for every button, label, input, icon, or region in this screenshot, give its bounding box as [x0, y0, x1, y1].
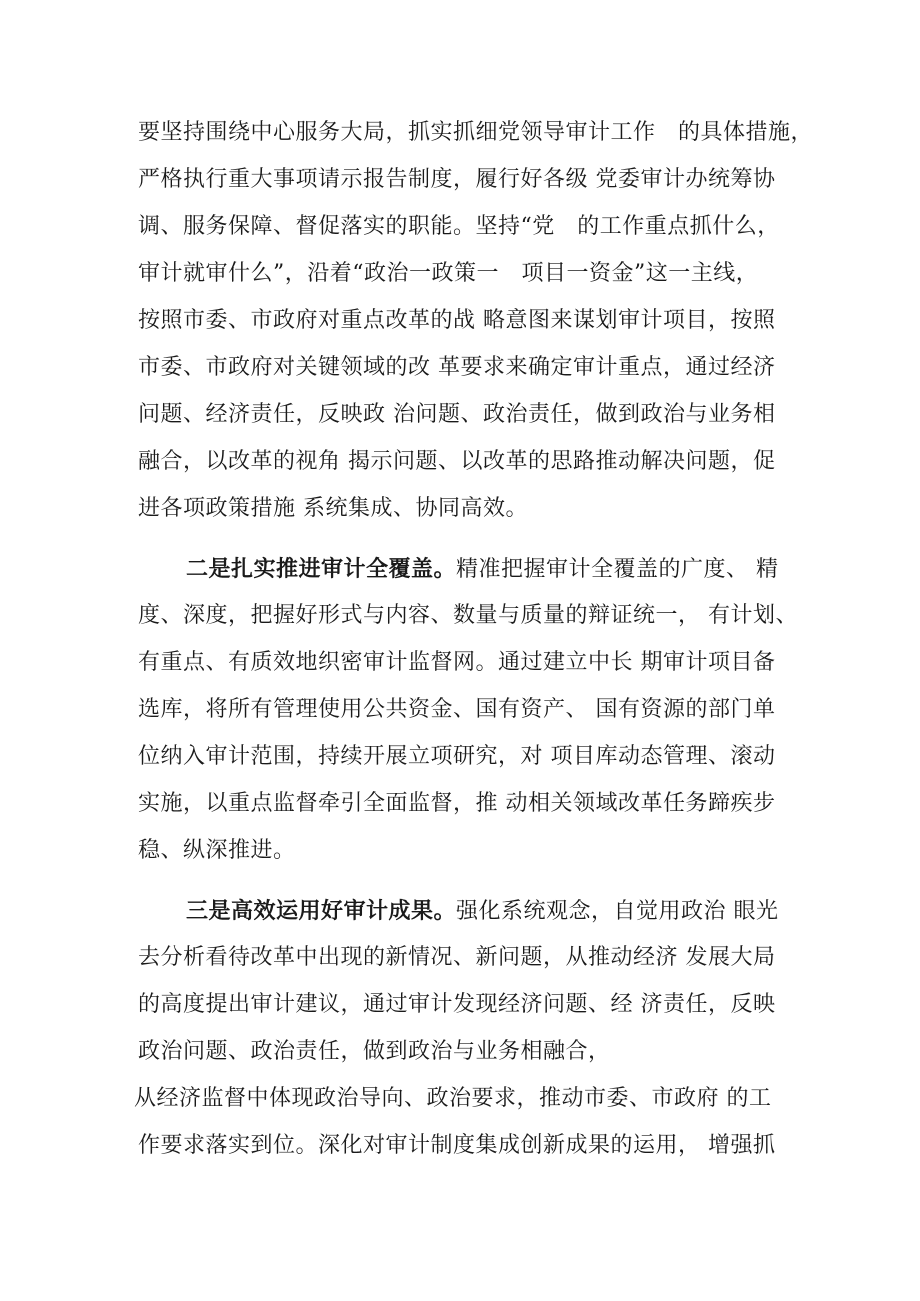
- paragraph-heading: 三是高效运用好审计成果。: [186, 898, 457, 924]
- text-line: 从经济监督中体现政治导向、政治要求，推动市委、市政府 的工: [134, 1086, 772, 1111]
- text-line: 选库，将所有管理使用公共资金、国有资产、 国有资源的部门单: [138, 697, 776, 722]
- text-span: 精准把握审计全覆盖的广度、 精: [456, 557, 779, 582]
- text-line: 市委、市政府对关键领域的改 革要求来确定审计重点，通过经济: [138, 355, 776, 380]
- text-line: 有重点、有质效地织密审计监督网。通过建立中长 期审计项目备: [138, 650, 776, 675]
- text-line: 度、深度，把握好形式与内容、数量与质量的辩证统一， 有计划、: [138, 603, 798, 628]
- text-line: 调、服务保障、督促落实的职能。坚持“党 的工作重点抓什么，: [138, 214, 780, 239]
- text-line: 去分析看待改革中出现的新情况、新问题，从推动经济 发展大局: [138, 945, 776, 970]
- text-line: 的高度提出审计建议，通过审计发现经济问题、经 济责任，反映: [138, 992, 776, 1017]
- text-line: 按照市委、市政府对重点改革的战 略意图来谋划审计项目，按照: [138, 308, 776, 333]
- text-line: 审计就审什么”，沿着“政治一政策一 项目一资金”这一主线，: [138, 261, 759, 286]
- text-span: 强化系统观念，自觉用政治 眼光: [456, 899, 779, 924]
- text-line: 实施，以重点监督牵引全面监督，推 动相关领域改革任务蹄疾步: [138, 791, 776, 816]
- text-line: 严格执行重大事项请示报告制度，履行好各级 党委审计办统筹协: [138, 167, 776, 192]
- paragraph-heading: 二是扎实推进审计全覆盖。: [186, 556, 457, 582]
- text-line: 作要求落实到位。深化对审计制度集成创新成果的运用， 增强抓: [138, 1133, 776, 1158]
- text-line: 融合，以改革的视角 揭示问题、以改革的思路推动解决问题，促: [138, 449, 776, 474]
- text-line: 问题、经济责任，反映政 治问题、政治责任，做到政治与业务相: [138, 402, 776, 427]
- paragraph-first-line: [186, 896, 826, 927]
- paragraph-first-line: [186, 554, 826, 585]
- text-line: 进各项政策措施 系统集成、协同高效。: [138, 496, 528, 521]
- text-line: 位纳入审计范围，持续开展立项研究，对 项目库动态管理、滚动: [138, 744, 776, 769]
- text-line: 政治问题、政治责任，做到政治与业务相融合，: [138, 1039, 611, 1064]
- text-line: 要坚持围绕中心服务大局，抓实抓细党领导审计工作 的具体措施，: [138, 120, 814, 145]
- text-line: 稳、纵深推进。: [138, 838, 296, 863]
